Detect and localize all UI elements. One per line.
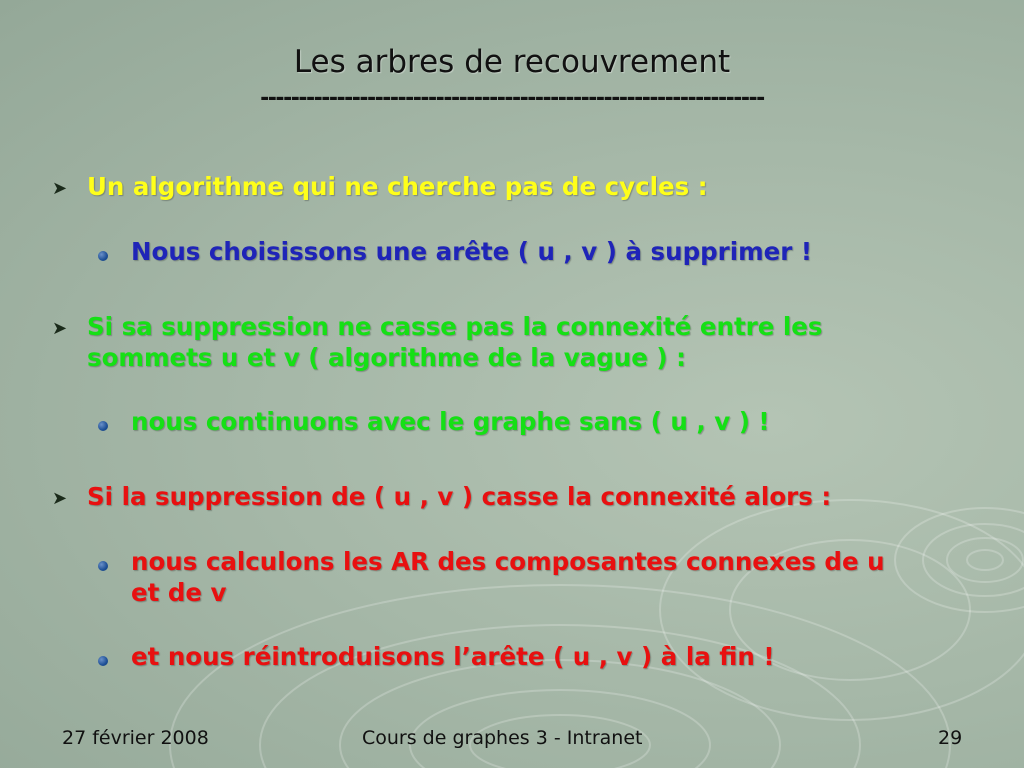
- footer-page-number: 29: [938, 727, 963, 749]
- slide-title: Les arbres de recouvrement: [293, 44, 731, 80]
- footer-date: 27 février 2008: [62, 727, 209, 749]
- round-bullet-icon: [98, 656, 108, 666]
- bullet-level1-text: Si sa suppression ne casse pas la connexité entre les: [87, 312, 823, 341]
- title-separator: ------------------------------------------------------------------: [260, 86, 764, 111]
- arrow-bullet-icon: ➤: [52, 178, 68, 199]
- bullet-level2-text: Nous choisissons une arête ( u , v ) à supprimer !: [131, 237, 813, 266]
- round-bullet-icon: [98, 251, 108, 261]
- footer-course: Cours de graphes 3 - Intranet: [362, 727, 643, 749]
- bullet-level2-text: nous continuons avec le graphe sans ( u , v ) !: [131, 407, 770, 436]
- round-bullet-icon: [98, 421, 108, 431]
- round-bullet-icon: [98, 561, 108, 571]
- arrow-bullet-icon: ➤: [52, 488, 68, 509]
- bullet-level2-text: et nous réintroduisons l’arête ( u , v ) à la fin !: [131, 642, 775, 671]
- bullet-level1-text: Si la suppression de ( u , v ) casse la connexité alors :: [87, 482, 832, 511]
- bullet-level2-text: nous calculons les AR des composantes connexes de u: [131, 547, 885, 576]
- arrow-bullet-icon: ➤: [52, 318, 68, 339]
- bullet-level1-text-continued: sommets u et v ( algorithme de la vague ) :: [87, 343, 686, 372]
- bullet-level1-text: Un algorithme qui ne cherche pas de cycles :: [87, 172, 708, 201]
- bullet-level2-text-continued: et de v: [131, 578, 227, 607]
